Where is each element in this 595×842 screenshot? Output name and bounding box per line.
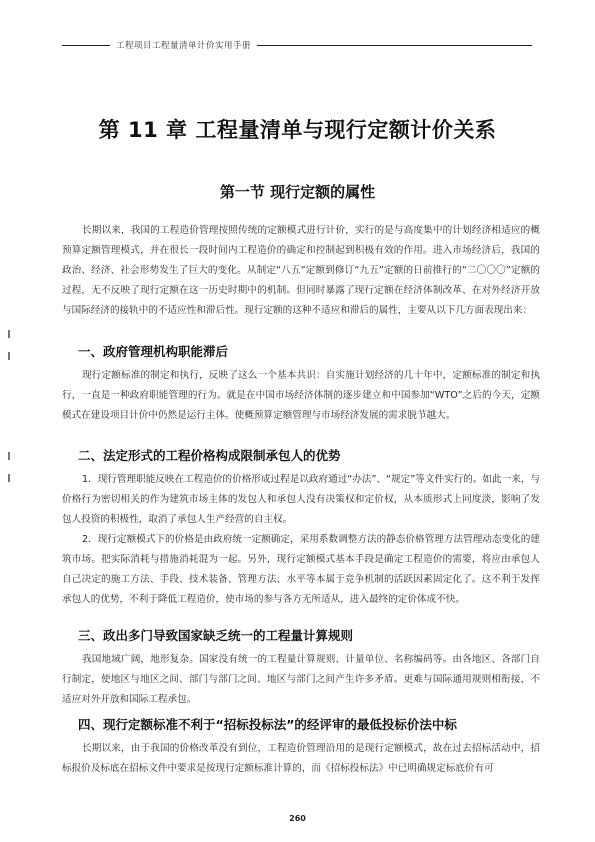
running-title: 工程项目工程量清单计价实用手册 xyxy=(116,41,252,51)
intro-paragraph: 长期以来，我国的工程造价管理按照传统的定额模式进行计价，实行的是与高度集中的计划经济相适应的概预算定额管理模式，并在很长一段时间内工程造价的确定和控制起到积极有效的作用。进入市场经济后，我国的政治、经济、社会形势发生了巨大的变化。从制定“八五”定额到修订“九五”定额的日前推行的“二〇〇〇”定额的过程，无不反映了现行定额在这一历史时期中的机制。但同时暴露了现行定额在经济体制改革、在对外经济开放与国际经济的接轨中的不适应性和滞后性。现行定额的这种不适应和滞后的属性，主要从以下几方面表现出来： xyxy=(62,225,540,316)
running-header xyxy=(62,38,532,52)
subsection-heading-2: 二、法定形式的工程价格构成限制承包人的优势 xyxy=(78,448,341,463)
subsection-4-paragraph-1: 长期以来，由于我国的价格改革没有到位，工程造价管理沿用的是现行定额模式，故在过去招标活动中，招标报价及标底在招标文件中要求是按现行定额标准计算的，而《招标投标法》中已明确规定标底价有可 xyxy=(62,743,540,774)
section-title: 第一节 现行定额的属性 xyxy=(219,183,376,201)
subsection-3-paragraph-1: 我国地域广阔，地形复杂。国家没有统一的工程量计算规则、计量单位、名称编码等。由各地区、各部门自行制定，使地区与地区之间、部门与部门之间、地区与部门之间产生许多矛盾。更难与国际通用规则相衔接，不适应对外开放和国际工程承包。 xyxy=(62,654,540,705)
chapter-title: 第 11 章 工程量清单与现行定额计价关系 xyxy=(98,118,497,142)
subsection-heading-3: 三、政出多门导致国家缺乏统一的工程量计算规则 xyxy=(78,628,354,643)
margin-mark xyxy=(8,330,10,338)
subsection-1-paragraph-1: 现行定额标准的制定和执行，反映了这么一个基本共识：自实施计划经济的几十年中，定额标准的制定和执行，一直是一种政府职能管理的行为。就是在中国市场经济体制的逐步建立和中国参加“WTO”之后的今天，定额模式在建设项目计价中仍然是运行主体。使概预算定额管理与市场经济发展的需求脱节越大。 xyxy=(62,370,540,421)
subsection-heading-1: 一、政府管理机构职能滞后 xyxy=(78,344,229,359)
subsection-2-paragraph-1: 1．现行管理职能反映在工程造价的价格形成过程是以政府通过“办法”、“规定”等文件实行的。如此一来，与价格行为密切相关的作为建筑市场主体的发包人和承包人没有决策权和定价权，从本质形式上同度淡，影响了发包人投资的积极性，取消了承包人生产经营的自主权。 xyxy=(62,474,540,525)
page-number: 260 xyxy=(289,814,306,823)
margin-mark xyxy=(8,474,10,482)
margin-mark xyxy=(8,352,10,360)
header-rule-left xyxy=(62,45,110,46)
header-rule-right xyxy=(257,45,532,46)
subsection-heading-4: 四、现行定额标准不利于“招标投标法”的经评审的最低投标价法中标 xyxy=(78,717,457,732)
subsection-2-paragraph-2: 2．现行定额模式下的价格是由政府统一定额确定，采用系数调整方法的静态价格管理方法管理动态变化的建筑市场。把实际消耗与措施消耗混为一起。另外，现行定额模式基本手段是确定工程造价的需要，将应由承包人自己决定的施工方法、手段、技术装备、管理方法、水平等本属于竞争机制的活跃因素固定化了。这不利于发挥承包人的优势，不利于降低工程造价，使市场的参与各方无所适从，进入最终的定价体成不快。 xyxy=(62,534,540,605)
margin-mark xyxy=(8,452,10,460)
